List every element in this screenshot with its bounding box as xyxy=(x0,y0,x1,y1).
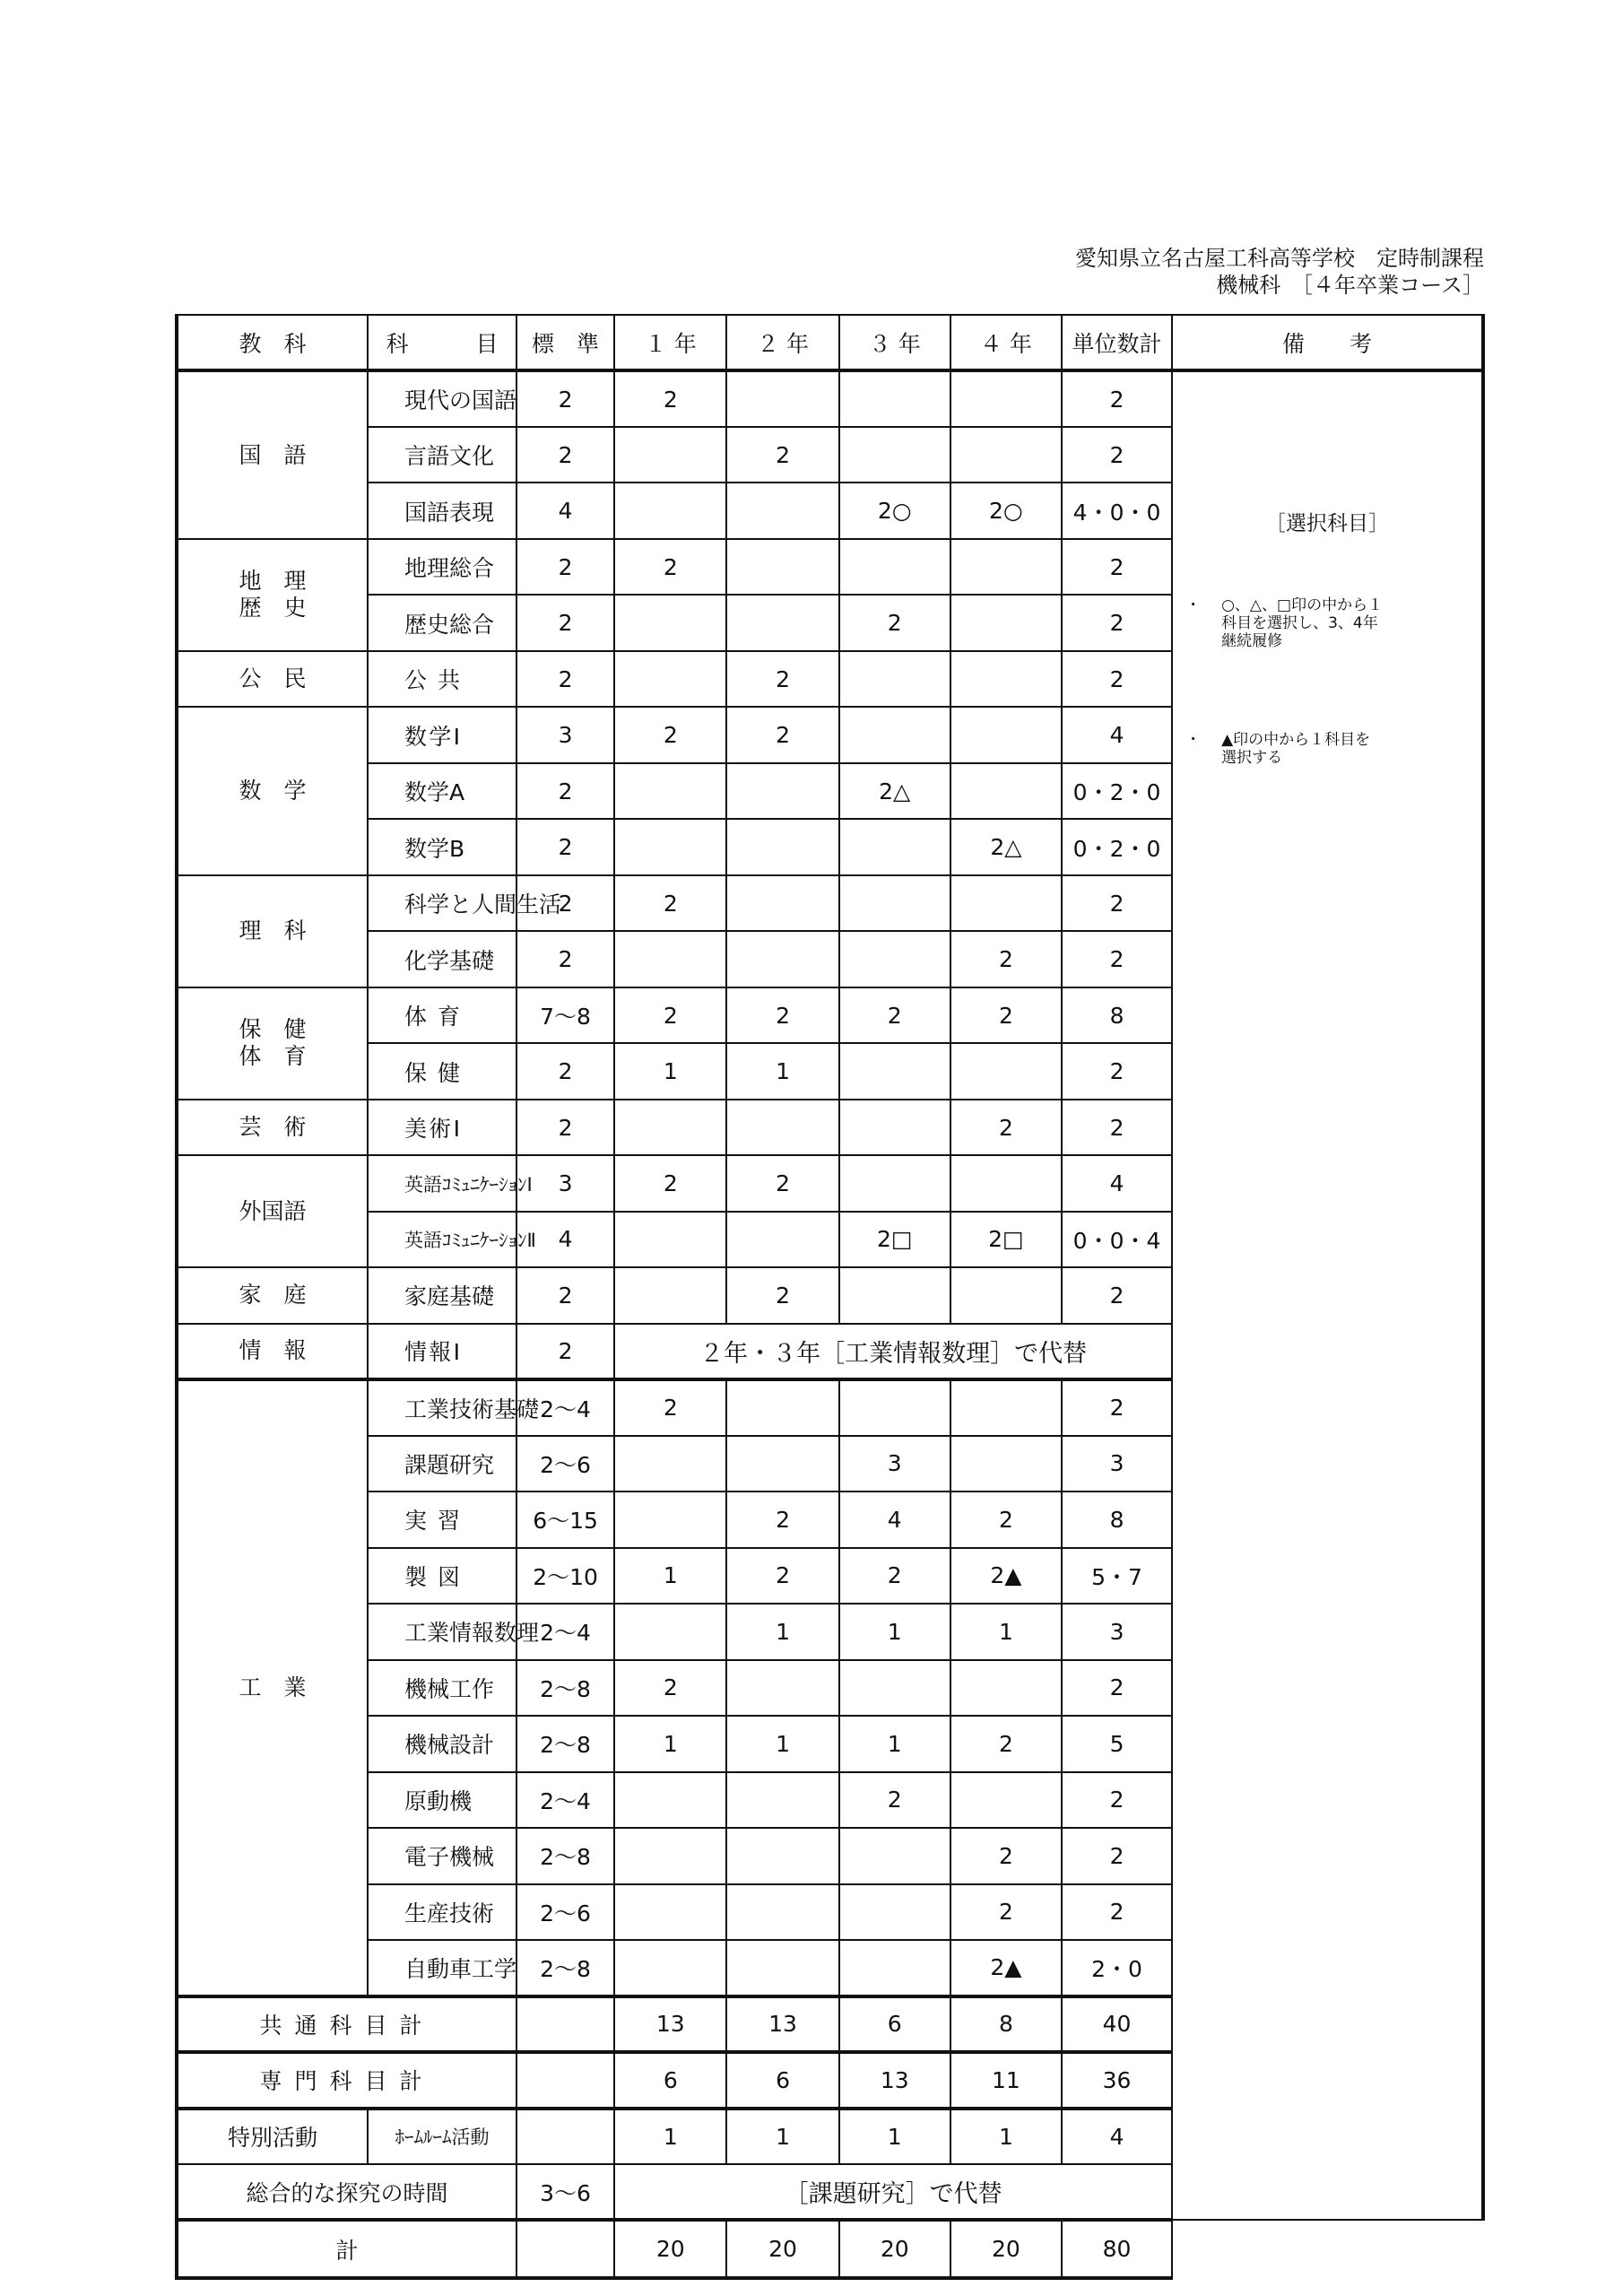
grand-total-row xyxy=(177,2220,1483,2278)
std-cell xyxy=(516,2052,614,2108)
std-cell: 2 xyxy=(516,1267,614,1323)
y1-cell xyxy=(614,1772,726,1828)
col-subject: 科 目 xyxy=(368,315,516,370)
total-cell: 4 xyxy=(1062,1155,1172,1211)
selection-title: ［選択科目］ xyxy=(1265,512,1390,536)
std-cell xyxy=(516,2220,614,2278)
category-kougyou: 工 業 xyxy=(177,1379,368,1996)
total-cell: 5・7 xyxy=(1062,1548,1172,1604)
y4-cell xyxy=(950,595,1062,650)
total-cell: 0・2・0 xyxy=(1062,819,1172,874)
y2-cell xyxy=(726,1212,838,1267)
y3-cell: 13 xyxy=(839,2052,950,2108)
y4-cell xyxy=(950,1379,1062,1435)
subject-cell: 英語ｺﾐｭﾆｹｰｼｮﾝⅠ xyxy=(368,1155,516,1211)
category-line: 保 健 xyxy=(239,1016,307,1043)
y3-cell xyxy=(839,1660,950,1716)
subject-cell: 科学と人間生活 xyxy=(368,875,516,931)
subject-cell: 数学Ⅰ xyxy=(368,707,516,762)
category-suugaku: 数 学 xyxy=(177,707,368,874)
category-jouhou: 情 報 xyxy=(177,1324,368,1379)
subject-cell: 機械設計 xyxy=(368,1716,516,1771)
y1-cell xyxy=(614,595,726,650)
y4-cell xyxy=(950,539,1062,595)
y1-cell xyxy=(614,1604,726,1659)
category-kokugo: 国 語 xyxy=(177,370,368,538)
std-cell: 3 xyxy=(516,707,614,762)
category-line: 地 理 xyxy=(239,568,307,595)
subject-cell: 数学B xyxy=(368,819,516,874)
y3-cell xyxy=(839,651,950,707)
y2-cell xyxy=(726,1436,838,1492)
y2-cell: 1 xyxy=(726,1716,838,1771)
category-line: 体 育 xyxy=(239,1043,307,1070)
total-cell: 2 xyxy=(1062,427,1172,483)
y1-cell: 13 xyxy=(614,1996,726,2052)
y1-cell xyxy=(614,931,726,987)
total-cell: 5 xyxy=(1062,1716,1172,1771)
y4-cell: 2 xyxy=(950,1100,1062,1155)
y3-cell xyxy=(839,707,950,762)
total-cell: 3 xyxy=(1062,1436,1172,1492)
remarks-cell xyxy=(1172,370,1483,2220)
category-rika: 理 科 xyxy=(177,875,368,987)
y1-cell: 1 xyxy=(614,1716,726,1771)
col-year4: ４ 年 xyxy=(950,315,1062,370)
y3-cell: 2 xyxy=(839,595,950,650)
y1-cell xyxy=(614,651,726,707)
std-cell: 2～6 xyxy=(516,1436,614,1492)
y3-cell xyxy=(839,1379,950,1435)
std-cell: 2～8 xyxy=(516,1716,614,1771)
y2-cell: 20 xyxy=(726,2220,838,2278)
subject-cell: 言語文化 xyxy=(368,427,516,483)
y4-cell xyxy=(950,1043,1062,1099)
category-gaikokugo: 外国語 xyxy=(177,1155,368,1267)
y2-cell xyxy=(726,1379,838,1435)
category-geijutsu: 芸 術 xyxy=(177,1100,368,1155)
y4-cell: 1 xyxy=(950,1604,1062,1659)
y2-cell: 2 xyxy=(726,1492,838,1547)
total-cell: 8 xyxy=(1062,987,1172,1043)
y4-cell: 2 xyxy=(950,1716,1062,1771)
y1-cell: 1 xyxy=(614,2109,726,2164)
y2-cell xyxy=(726,819,838,874)
y4-cell xyxy=(950,1267,1062,1323)
category-katei: 家 庭 xyxy=(177,1267,368,1323)
y3-cell xyxy=(839,819,950,874)
std-cell: 2 xyxy=(516,595,614,650)
homeroom-label: ﾎｰﾑﾙｰﾑ活動 xyxy=(368,2109,516,2164)
y4-cell: 2△ xyxy=(950,819,1062,874)
y4-cell xyxy=(950,651,1062,707)
total-cell: 2 xyxy=(1062,370,1172,426)
y3-cell xyxy=(839,1100,950,1155)
category-koumin: 公 民 xyxy=(177,651,368,707)
total-cell: 2 xyxy=(1062,1884,1172,1940)
total-cell: 2 xyxy=(1062,651,1172,707)
y4-cell: 1 xyxy=(950,2109,1062,2164)
total-cell: 0・0・4 xyxy=(1062,1212,1172,1267)
y3-cell: 6 xyxy=(839,1996,950,2052)
total-cell: 36 xyxy=(1062,2052,1172,2108)
y2-cell: 1 xyxy=(726,1043,838,1099)
y1-cell: 6 xyxy=(614,2052,726,2108)
y4-cell: 11 xyxy=(950,2052,1062,2108)
y4-cell: 2 xyxy=(950,1884,1062,1940)
total-cell: 2 xyxy=(1062,1043,1172,1099)
std-cell: 2 xyxy=(516,1043,614,1099)
std-cell: 2 xyxy=(516,651,614,707)
y4-cell: 8 xyxy=(950,1996,1062,2052)
y1-cell xyxy=(614,1212,726,1267)
total-cell: 40 xyxy=(1062,1996,1172,2052)
y3-cell: 1 xyxy=(839,1716,950,1771)
y2-cell: 2 xyxy=(726,427,838,483)
y4-cell: 2 xyxy=(950,1828,1062,1883)
std-cell: 2 xyxy=(516,427,614,483)
y4-cell: 2 xyxy=(950,987,1062,1043)
std-cell xyxy=(516,1996,614,2052)
y2-cell xyxy=(726,595,838,650)
subject-cell: 英語ｺﾐｭﾆｹｰｼｮﾝⅡ xyxy=(368,1212,516,1267)
y2-cell: 1 xyxy=(726,1604,838,1659)
table-row xyxy=(177,370,1483,426)
y2-cell: 2 xyxy=(726,1548,838,1604)
std-cell: 4 xyxy=(516,483,614,538)
y2-cell xyxy=(726,1100,838,1155)
std-cell xyxy=(516,2109,614,2164)
y3-cell: 2□ xyxy=(839,1212,950,1267)
y3-cell: 1 xyxy=(839,2109,950,2164)
y1-cell xyxy=(614,819,726,874)
y3-cell xyxy=(839,1884,950,1940)
y2-cell xyxy=(726,1660,838,1716)
total-cell: 2 xyxy=(1062,1267,1172,1323)
y1-cell: 2 xyxy=(614,539,726,595)
col-category: 教 科 xyxy=(177,315,368,370)
y2-cell xyxy=(726,875,838,931)
total-cell: 4・0・0 xyxy=(1062,483,1172,538)
subject-cell: 国語表現 xyxy=(368,483,516,538)
y3-cell: 2 xyxy=(839,987,950,1043)
total-cell: 2 xyxy=(1062,1660,1172,1716)
total-cell: 3 xyxy=(1062,1604,1172,1659)
y1-cell: 20 xyxy=(614,2220,726,2278)
y3-cell xyxy=(839,427,950,483)
std-cell: 2 xyxy=(516,370,614,426)
y2-cell: 13 xyxy=(726,1996,838,2052)
total-cell: 2 xyxy=(1062,1379,1172,1435)
subject-cell: 製図 xyxy=(368,1548,516,1604)
std-cell: 2～8 xyxy=(516,1940,614,1996)
y1-cell xyxy=(614,1436,726,1492)
substitution-note: ２年・３年［工業情報数理］で代替 xyxy=(614,1324,1172,1379)
y1-cell: 2 xyxy=(614,1660,726,1716)
y3-cell: 20 xyxy=(839,2220,950,2278)
y2-cell xyxy=(726,370,838,426)
y2-cell: 2 xyxy=(726,707,838,762)
category-hoken-taiiku xyxy=(177,987,368,1100)
remarks-note-2: ・ ▲印の中から１科目を選択する xyxy=(1185,731,1371,768)
subject-cell: 家庭基礎 xyxy=(368,1267,516,1323)
y2-cell xyxy=(726,539,838,595)
y2-cell xyxy=(726,1884,838,1940)
y2-cell xyxy=(726,763,838,819)
y3-cell: 3 xyxy=(839,1436,950,1492)
total-cell: 2 xyxy=(1062,1100,1172,1155)
subject-cell: 課題研究 xyxy=(368,1436,516,1492)
y4-cell xyxy=(950,875,1062,931)
total-cell: 2・0 xyxy=(1062,1940,1172,1996)
subject-cell: 工業技術基礎 xyxy=(368,1379,516,1435)
total-cell: 2 xyxy=(1062,595,1172,650)
y1-cell: 2 xyxy=(614,1155,726,1211)
col-year1: １ 年 xyxy=(614,315,726,370)
total-cell: 2 xyxy=(1062,539,1172,595)
std-cell: 2 xyxy=(516,931,614,987)
school-name: 愛知県立名古屋工科高等学校 定時制課程 xyxy=(1075,246,1484,271)
std-cell: 2 xyxy=(516,819,614,874)
total-cell: 4 xyxy=(1062,2109,1172,2164)
y2-cell xyxy=(726,483,838,538)
y1-cell xyxy=(614,1492,726,1547)
subject-cell: 保健 xyxy=(368,1043,516,1099)
y4-cell xyxy=(950,707,1062,762)
subject-cell: 美術Ⅰ xyxy=(368,1100,516,1155)
y1-cell xyxy=(614,427,726,483)
special-total-label: 専門科目計 xyxy=(177,2052,516,2108)
subject-cell: 化学基礎 xyxy=(368,931,516,987)
y4-cell xyxy=(950,1660,1062,1716)
total-cell: 8 xyxy=(1062,1492,1172,1547)
total-cell: 2 xyxy=(1062,1772,1172,1828)
total-cell: 80 xyxy=(1062,2220,1172,2278)
y3-cell: 4 xyxy=(839,1492,950,1547)
y3-cell xyxy=(839,1940,950,1996)
col-standard: 標 準 xyxy=(516,315,614,370)
total-cell: 2 xyxy=(1062,931,1172,987)
subject-cell: 歴史総合 xyxy=(368,595,516,650)
y4-cell xyxy=(950,763,1062,819)
y4-cell: 2▲ xyxy=(950,1940,1062,1996)
std-cell: 2～8 xyxy=(516,1828,614,1883)
std-cell: 2～4 xyxy=(516,1379,614,1435)
col-remarks: 備 考 xyxy=(1172,315,1483,370)
subject-cell: 実習 xyxy=(368,1492,516,1547)
tankyu-label: 総合的な探究の時間 xyxy=(177,2164,516,2220)
col-year2: ２ 年 xyxy=(726,315,838,370)
subject-cell: 工業情報数理 xyxy=(368,1604,516,1659)
subject-cell: 原動機 xyxy=(368,1772,516,1828)
y4-cell: 2 xyxy=(950,1492,1062,1547)
y1-cell: 2 xyxy=(614,1379,726,1435)
category-line: 歴 史 xyxy=(239,595,307,622)
course-name: 機械科 ［４年卒業コース］ xyxy=(1216,273,1484,298)
subject-cell: 電子機械 xyxy=(368,1828,516,1883)
col-total: 単位数計 xyxy=(1062,315,1172,370)
y3-cell: 2 xyxy=(839,1548,950,1604)
tankyu-note: ［課題研究］で代替 xyxy=(614,2164,1172,2220)
category-chireki xyxy=(177,539,368,651)
std-cell: 7～8 xyxy=(516,987,614,1043)
y1-cell: 1 xyxy=(614,1548,726,1604)
y3-cell xyxy=(839,1043,950,1099)
std-cell: 2～4 xyxy=(516,1604,614,1659)
std-cell: 2 xyxy=(516,539,614,595)
remarks-note-1: ・ ○、△、□印の中から１科目を選択し、3、4年継続履修 xyxy=(1185,596,1384,651)
subject-cell: 地理総合 xyxy=(368,539,516,595)
y1-cell xyxy=(614,1828,726,1883)
curriculum-table xyxy=(175,314,1485,2280)
subject-cell: 公共 xyxy=(368,651,516,707)
std-cell: 2～8 xyxy=(516,1660,614,1716)
y2-cell xyxy=(726,1828,838,1883)
std-cell: 2 xyxy=(516,763,614,819)
y1-cell xyxy=(614,763,726,819)
y1-cell: 2 xyxy=(614,370,726,426)
y4-cell: 2□ xyxy=(950,1212,1062,1267)
y3-cell: 2○ xyxy=(839,483,950,538)
y4-cell: 2 xyxy=(950,931,1062,987)
total-cell: 4 xyxy=(1062,707,1172,762)
y2-cell: 2 xyxy=(726,651,838,707)
std-cell: 2 xyxy=(516,1324,614,1379)
y2-cell xyxy=(726,931,838,987)
total-cell: 0・2・0 xyxy=(1062,763,1172,819)
subject-cell: 現代の国語 xyxy=(368,370,516,426)
y2-cell: 2 xyxy=(726,1155,838,1211)
subject-cell: 数学A xyxy=(368,763,516,819)
subject-cell: 体育 xyxy=(368,987,516,1043)
y3-cell xyxy=(839,875,950,931)
y3-cell xyxy=(839,1828,950,1883)
grand-total-label: 計 xyxy=(177,2220,516,2278)
y4-cell xyxy=(950,427,1062,483)
y4-cell: 20 xyxy=(950,2220,1062,2278)
y4-cell: 2○ xyxy=(950,483,1062,538)
common-total-label: 共通科目計 xyxy=(177,1996,516,2052)
y3-cell: 2 xyxy=(839,1772,950,1828)
std-cell: 6～15 xyxy=(516,1492,614,1547)
subject-cell: 情報Ⅰ xyxy=(368,1324,516,1379)
std-cell: 2 xyxy=(516,875,614,931)
subject-cell: 機械工作 xyxy=(368,1660,516,1716)
y1-cell xyxy=(614,483,726,538)
y2-cell: 2 xyxy=(726,987,838,1043)
y1-cell xyxy=(614,1940,726,1996)
y1-cell xyxy=(614,1884,726,1940)
y2-cell xyxy=(726,1940,838,1996)
y1-cell: 2 xyxy=(614,707,726,762)
table-body xyxy=(177,315,1483,2278)
std-cell: 2～6 xyxy=(516,1884,614,1940)
y1-cell xyxy=(614,1100,726,1155)
std-cell: 3～6 xyxy=(516,2164,614,2220)
std-cell: 2～10 xyxy=(516,1548,614,1604)
y4-cell xyxy=(950,1772,1062,1828)
total-cell: 2 xyxy=(1062,1828,1172,1883)
y3-cell: 2△ xyxy=(839,763,950,819)
y3-cell xyxy=(839,370,950,426)
y3-cell: 1 xyxy=(839,1604,950,1659)
std-cell: 2～4 xyxy=(516,1772,614,1828)
y2-cell: 1 xyxy=(726,2109,838,2164)
col-year3: ３ 年 xyxy=(839,315,950,370)
y2-cell xyxy=(726,1772,838,1828)
y1-cell xyxy=(614,1267,726,1323)
y2-cell: 2 xyxy=(726,1267,838,1323)
y3-cell xyxy=(839,1267,950,1323)
y1-cell: 2 xyxy=(614,987,726,1043)
y4-cell xyxy=(950,1155,1062,1211)
table-header-row xyxy=(177,315,1483,370)
y2-cell: 6 xyxy=(726,2052,838,2108)
y4-cell: 2▲ xyxy=(950,1548,1062,1604)
y4-cell xyxy=(950,370,1062,426)
y1-cell: 2 xyxy=(614,875,726,931)
std-cell: 2 xyxy=(516,1100,614,1155)
y3-cell xyxy=(839,1155,950,1211)
subject-cell: 生産技術 xyxy=(368,1884,516,1940)
y3-cell xyxy=(839,931,950,987)
subject-cell: 自動車工学 xyxy=(368,1940,516,1996)
tokkatsu-label: 特別活動 xyxy=(177,2109,368,2164)
std-cell: 4 xyxy=(516,1212,614,1267)
y1-cell: 1 xyxy=(614,1043,726,1099)
total-cell: 2 xyxy=(1062,875,1172,931)
y4-cell xyxy=(950,1436,1062,1492)
std-cell: 3 xyxy=(516,1155,614,1211)
y3-cell xyxy=(839,539,950,595)
